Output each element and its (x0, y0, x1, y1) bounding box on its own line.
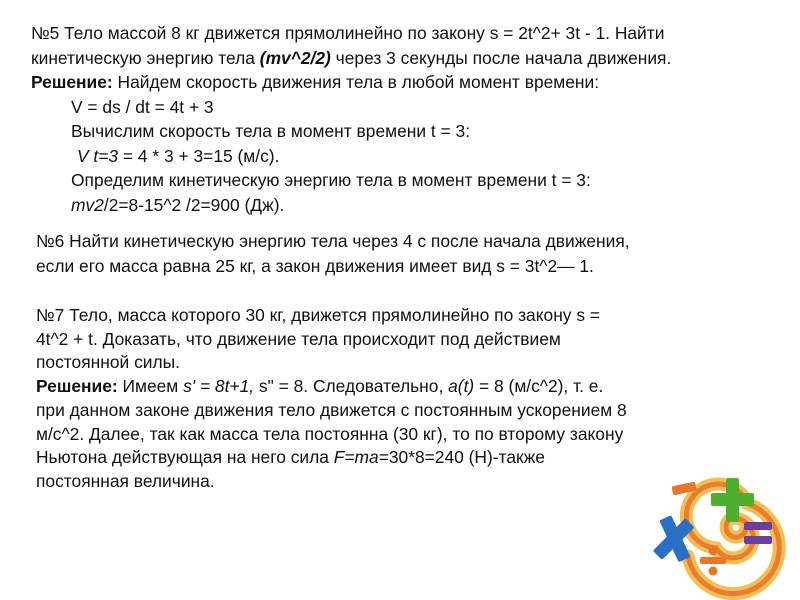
task-7 (36, 304, 716, 494)
task-5-line-1: №5 Тело массой 8 кг движется прямолинейно по закону s = 2t^2+ 3t - 1. Найти (31, 23, 665, 43)
acceleration-value: = 8 (м/с^2), т. е. (474, 376, 604, 397)
math-symbols-decoration (628, 450, 800, 600)
task-7-line-6: м/с^2. Далее, так как масса тела постоянна (30 кг), то по второму закону (36, 423, 624, 444)
energy-symbol: mv2 (71, 194, 104, 215)
task-5-line-2 (31, 46, 781, 71)
step-energy-value (31, 193, 781, 218)
task-6-line-2: если его масса равна 25 кг, а закон движения имеет вид s = 3t^2— 1. (36, 255, 594, 276)
task-7-line-3: постоянной силы. (36, 352, 180, 373)
task-5-text-end: через 3 секунды после начала движения. (330, 47, 672, 68)
task-7-line-5: при данном законе движения тело движется с постоянным ускорением 8 (36, 399, 627, 420)
solution-label: Решение: (36, 376, 118, 397)
task-7-line-1: №7 Тело, масса которого 30 кг, движется прямолинейно по закону s = (36, 305, 601, 325)
task-5-text: кинетическую энергию тела (31, 47, 260, 68)
task-6-line-1: №6 Найти кинетическую энергию тела через 4 с после начала движения, (36, 231, 630, 251)
derivative-2: s" = 8. Следовательно, (254, 376, 449, 397)
step-velocity-text: Вычислим скорость тела в момент времени t = 3: (71, 121, 471, 141)
task-7-solution-line (36, 375, 716, 399)
force-value: =30*8=240 (Н)-также (378, 447, 545, 468)
acceleration-symbol: a(t) (448, 376, 475, 397)
derivative-1: s' = 8t+1, (183, 376, 255, 397)
task-7-line-2: 4t^2 + t. Доказать, что движение тела происходит под действием (36, 328, 561, 349)
newton-text: Ньютона действующая на него сила (36, 447, 334, 468)
velocity-calc: = 4 * 3 + 3=15 (м/с). (118, 145, 280, 166)
solution-text: Имеем (117, 376, 184, 397)
solution-label: Решение: (31, 72, 113, 92)
step-velocity-value (31, 144, 781, 169)
task-6 (36, 229, 756, 278)
task-7-line-8: постоянная величина. (36, 470, 215, 491)
solution-text: Найдем скорость движения тела в любой момент времени: (112, 72, 600, 92)
task-7-line-7 (36, 446, 716, 470)
step-energy-text: Определим кинетическую энергию тела в момент времени t = 3: (71, 170, 591, 190)
task-5 (31, 21, 781, 217)
task-5-solution-line (31, 70, 781, 95)
energy-calc: /2=8-15^2 /2=900 (Дж). (103, 194, 285, 215)
step-velocity-formula: V = ds / dt = 4t + 3 (71, 96, 214, 117)
force-formula: F=ma (333, 447, 379, 468)
kinetic-energy-formula: (mv^2/2) (259, 47, 331, 68)
velocity-symbol: V t=3 (77, 145, 119, 166)
